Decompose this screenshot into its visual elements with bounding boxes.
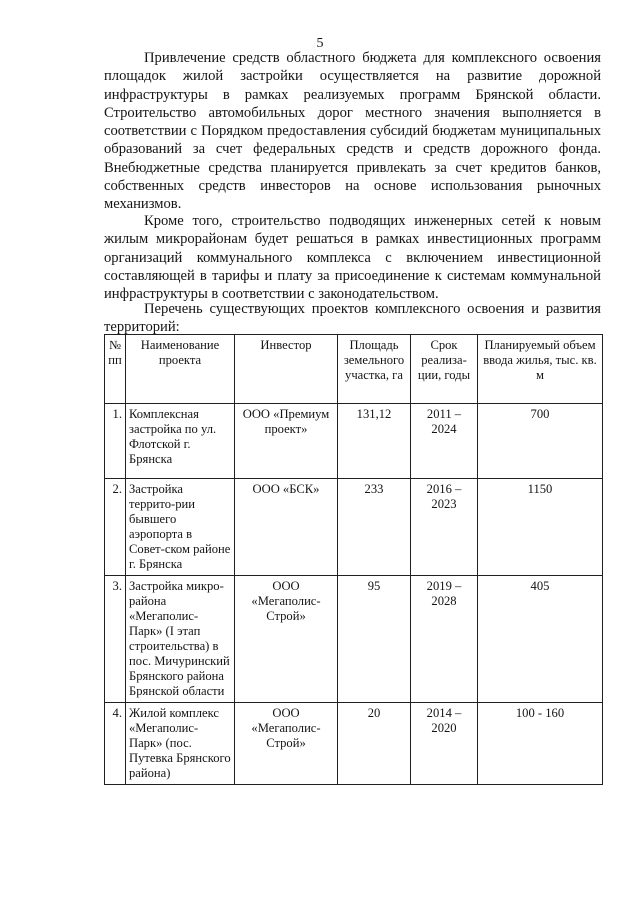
projects-table	[104, 334, 603, 785]
cell-term: 2011 – 2024	[411, 404, 478, 479]
header-investor: Инвестор	[235, 335, 338, 404]
cell-name: Застройка микро-района «Мегаполис-Парк» (I этап строительства) в пос. Мичуринский Брянского района Брянской области	[126, 576, 235, 703]
table-header-row	[105, 335, 603, 404]
cell-area: 95	[338, 576, 411, 703]
page-number: 5	[316, 36, 324, 51]
paragraph-budget-funding: Привлечение средств областного бюджета для комплексного освоения площадок жилой застройки осуществляется на развитие дорожной инфраструктуры в рамках реализуемых программ Брянской области. Строительство автомобильных дорог местного значения выполняется в соответствии с Порядком предоставления субсидий бюджетам муниципальных образований за счет федеральных средств и средств дорожного фонда. Внебюджетные средства планируется привлекать за счет кредитов банков, собственных средств инвесторов на основе использования рыночных механизмов.	[104, 50, 601, 213]
cell-num: 2.	[105, 479, 126, 576]
cell-num: 3.	[105, 576, 126, 703]
cell-name: Комплексная застройка по ул. Флотской г. Брянска	[126, 404, 235, 479]
cell-volume: 405	[478, 576, 603, 703]
cell-investor: ООО «Премиум проект»	[235, 404, 338, 479]
header-num: № пп	[105, 335, 126, 404]
cell-area: 233	[338, 479, 411, 576]
paragraph-engineering-networks: Кроме того, строительство подводящих инженерных сетей к новым жилым микрорайонам будет решаться в рамках инвестиционных программ организаций коммунального комплекса с включением инвестиционной составляющей в тарифы и плату за присоединение к системам коммунальной инфраструктуры в соответствии с законодательством.	[104, 213, 601, 303]
table-row	[105, 576, 603, 703]
cell-term: 2014 – 2020	[411, 703, 478, 785]
cell-investor: ООО «БСК»	[235, 479, 338, 576]
header-area: Площадь земельного участка, га	[338, 335, 411, 404]
header-term: Срок реализа-ции, годы	[411, 335, 478, 404]
cell-term: 2016 – 2023	[411, 479, 478, 576]
table-row	[105, 404, 603, 479]
cell-investor: ООО «Мегаполис-Строй»	[235, 703, 338, 785]
cell-area: 131,12	[338, 404, 411, 479]
cell-term: 2019 – 2028	[411, 576, 478, 703]
cell-area: 20	[338, 703, 411, 785]
cell-volume: 100 - 160	[478, 703, 603, 785]
cell-investor: ООО «Мегаполис-Строй»	[235, 576, 338, 703]
cell-num: 1.	[105, 404, 126, 479]
cell-volume: 1150	[478, 479, 603, 576]
table-row	[105, 479, 603, 576]
header-volume: Планируемый объем ввода жилья, тыс. кв. м	[478, 335, 603, 404]
header-name: Наименование проекта	[126, 335, 235, 404]
cell-name: Застройка террито-рии бывшего аэропорта в Совет-ском районе г. Брянска	[126, 479, 235, 576]
table-row	[105, 703, 603, 785]
cell-name: Жилой комплекс «Мегаполис-Парк» (пос. Путевка Брянского района)	[126, 703, 235, 785]
paragraph-projects-list-intro: Перечень существующих проектов комплексного освоения и развития территорий:	[104, 301, 601, 336]
cell-num: 4.	[105, 703, 126, 785]
cell-volume: 700	[478, 404, 603, 479]
